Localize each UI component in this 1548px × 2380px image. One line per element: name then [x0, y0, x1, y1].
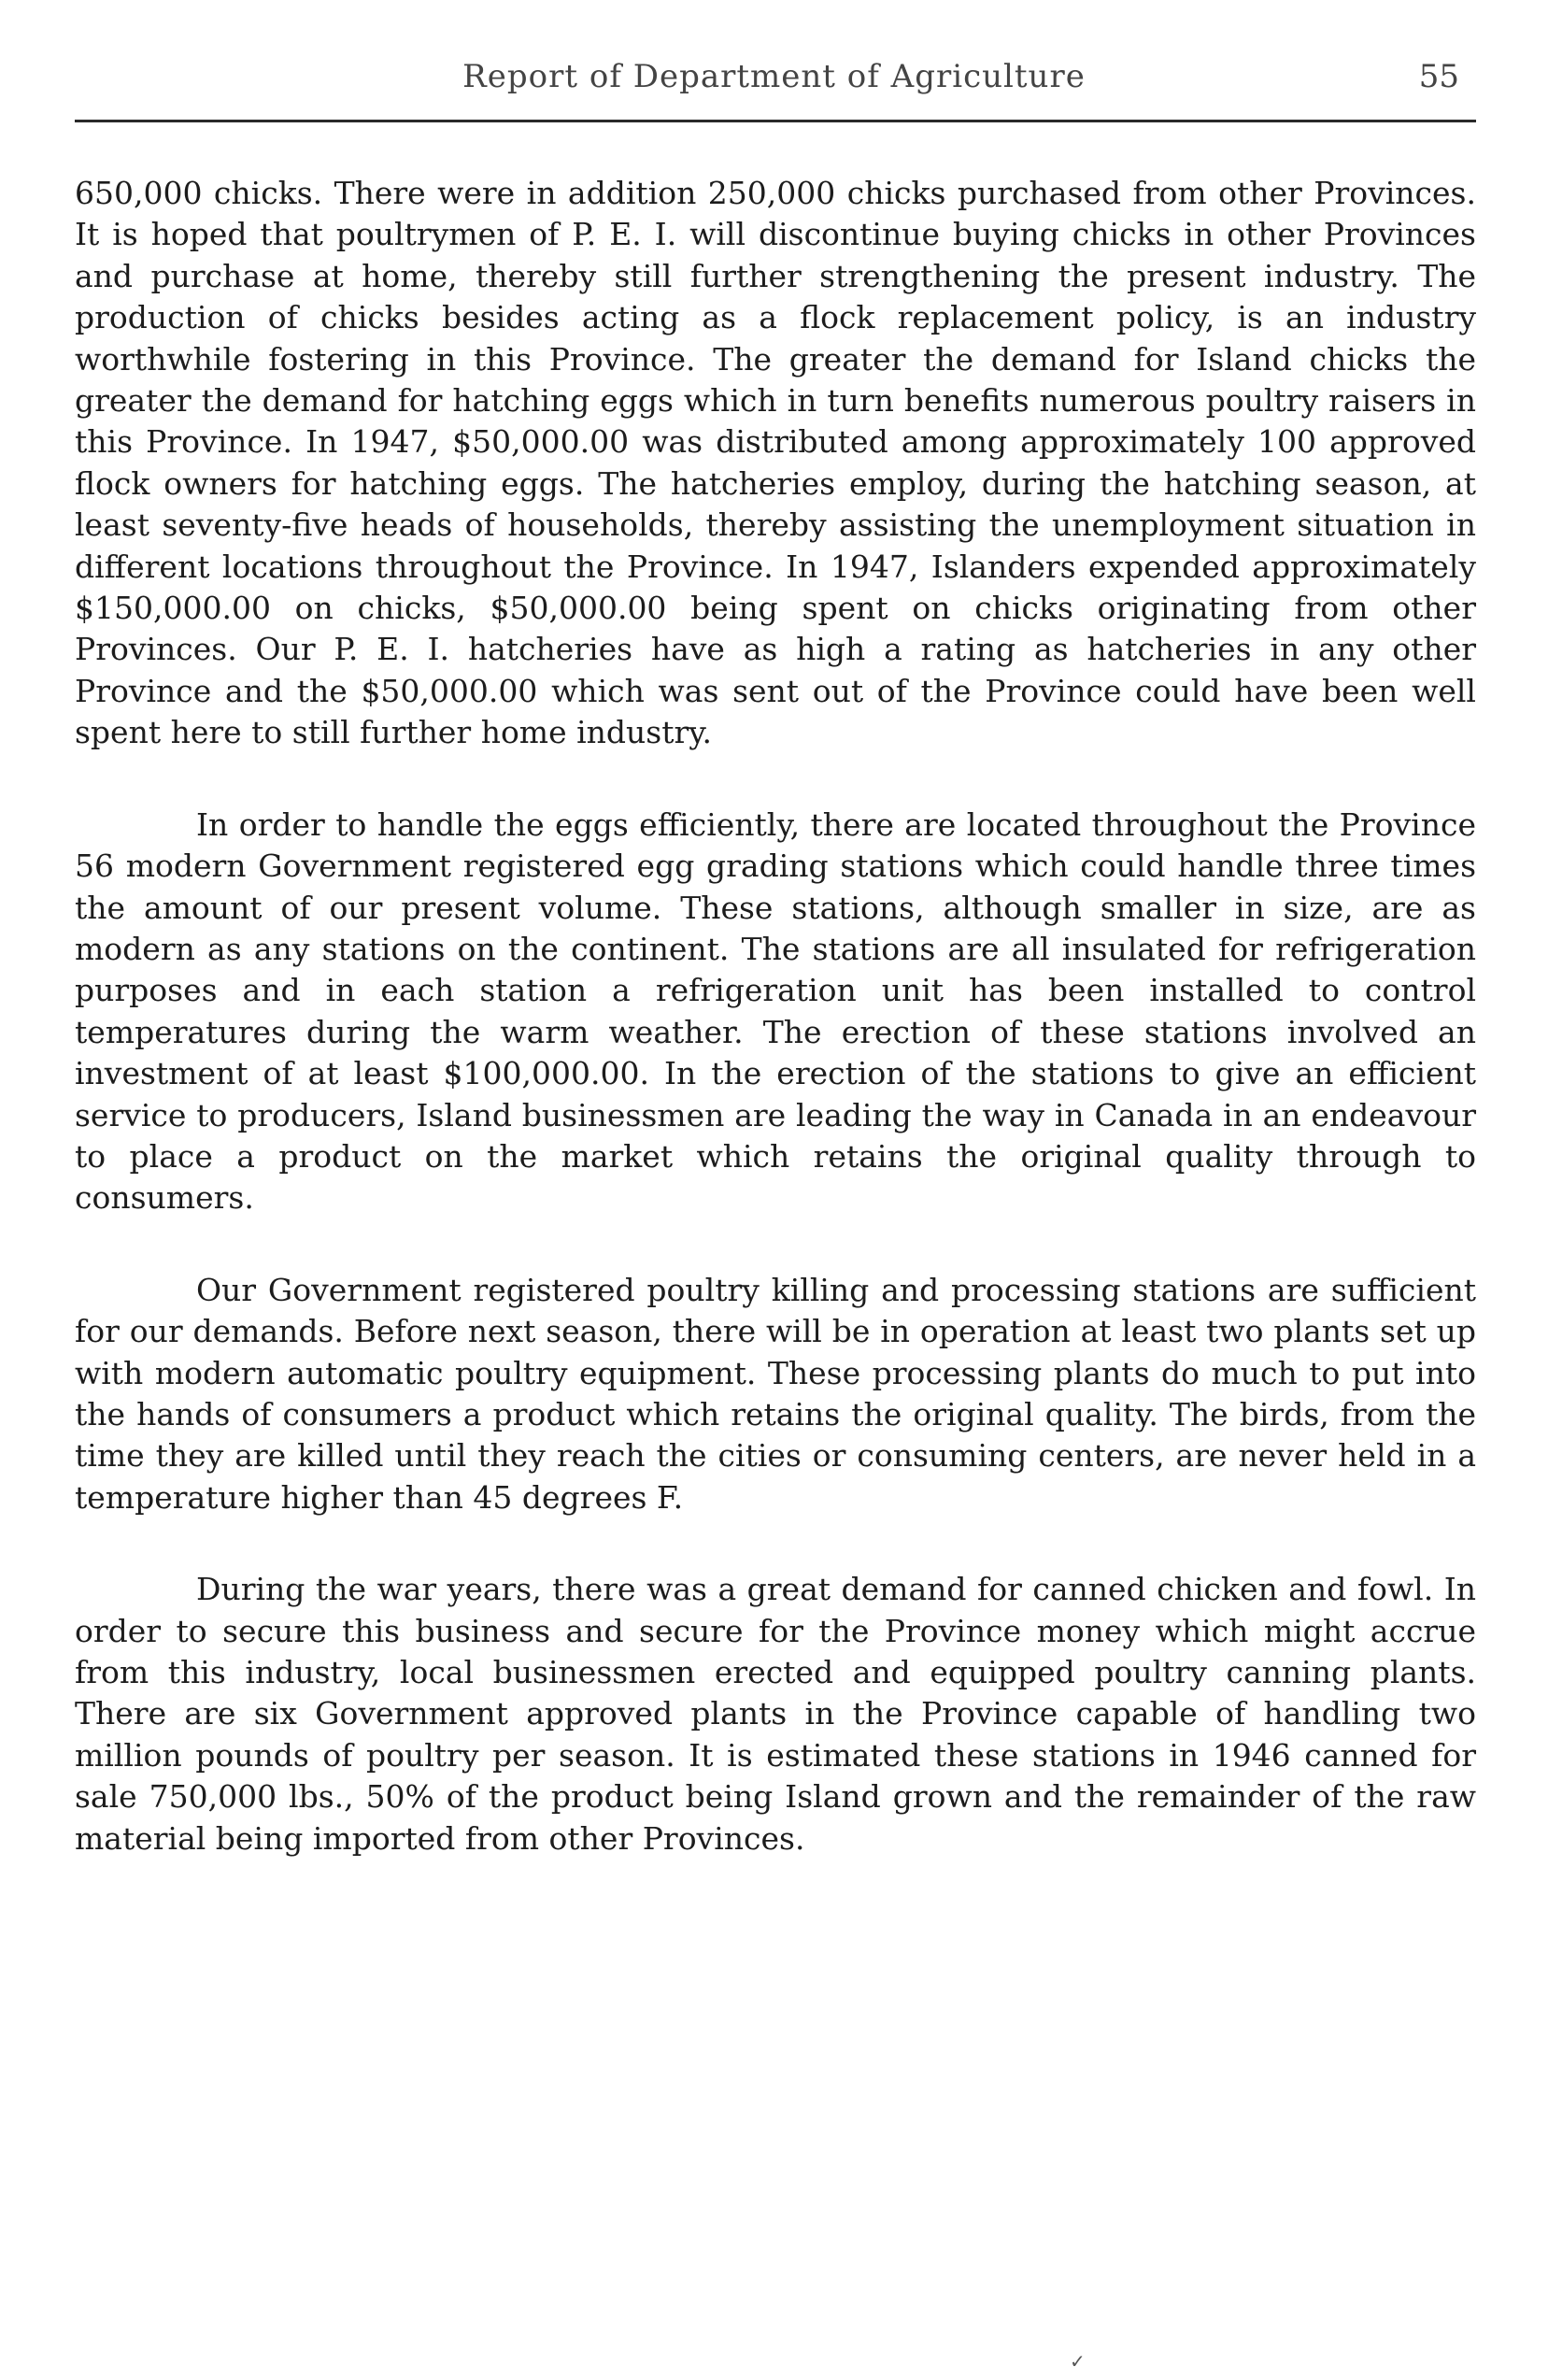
paragraph-canning: During the war years, there was a great demand for canned chicken and fowl. In order to secure this business and secure for the Province money which might accrue from this industry, local businessmen erected and equipped poultry canning plants. There are six Government approved plants in the Province capable of handling two million pounds of poultry per season. It is estimated these stations in 1946 canned for sale 750,000 lbs., 50% of the product being Island grown and the remainder of the raw material being imported from other Provinces.: [75, 1571, 1476, 1857]
running-title: Report of Department of Agriculture: [462, 58, 1086, 95]
paragraph-chicks: 650,000 chicks. There were in addition 250,000 chicks purchased from other Provinces. It is hoped that poultrymen of P. E. I. will discontinue buying chicks in other Provinces and purchase at home, thereby still further strengthening the present industry. The production of chicks besides acting as a flock replacement policy, is an industry worthwhile fostering in this Province. The greater the demand for Island chicks the greater the demand for hatching eggs which in turn benefits numerous poultry raisers in this Province. In 1947, $50,000.00 was distributed among approximately 100 approved flock owners for hatching eggs. The hatcheries employ, during the hatching season, at least seventy-five heads of households, thereby assisting the unemployment situation in different locations throughout the Province. In 1947, Islanders expended approximately $150,000.00 on chicks, $50,000.00 being spent on chicks originating from other Provinces. Our P. E. I. hatcheries have as high a rating as hatcheries in any other Province and the $50,000.00 which was sent out of the Province could have been well spent here to still further home industry.: [75, 175, 1476, 751]
page-number: 55: [1418, 58, 1459, 95]
header-divider: [75, 120, 1476, 122]
paragraph-poultry-killing: Our Government registered poultry killing and processing stations are sufficient for our demands. Before next season, there will be in operation at least two plants set up with modern automatic poultry equipment. These processing plants do much to put into the hands of consumers a product which retains the original quality. The birds, from the time they are killed until they reach the cities or consuming centers, are never held in a temperature higher than 45 degrees F.: [75, 1271, 1476, 1516]
page-header: [0, 58, 1548, 114]
stray-mark-icon: ✓: [1070, 2350, 1086, 2373]
body-text: [75, 173, 1476, 1910]
paragraph-egg-grading: In order to handle the eggs efficiently, there are located throughout the Province 56 modern Government registered egg grading stations which could handle three times the amount of our present volume. These stations, although smaller in size, are as modern as any stations on the continent. The stations are all insulated for refrigeration purposes and in each station a refrigeration unit has been installed to control temperatures during the warm weather. The erection of these stations involved an investment of at least $100,000.00. In the erection of the stations to give an efficient service to producers, Island businessmen are leading the way in Canada in an endeavour to place a product on the market which retains the original quality through to consumers.: [75, 805, 1476, 1217]
